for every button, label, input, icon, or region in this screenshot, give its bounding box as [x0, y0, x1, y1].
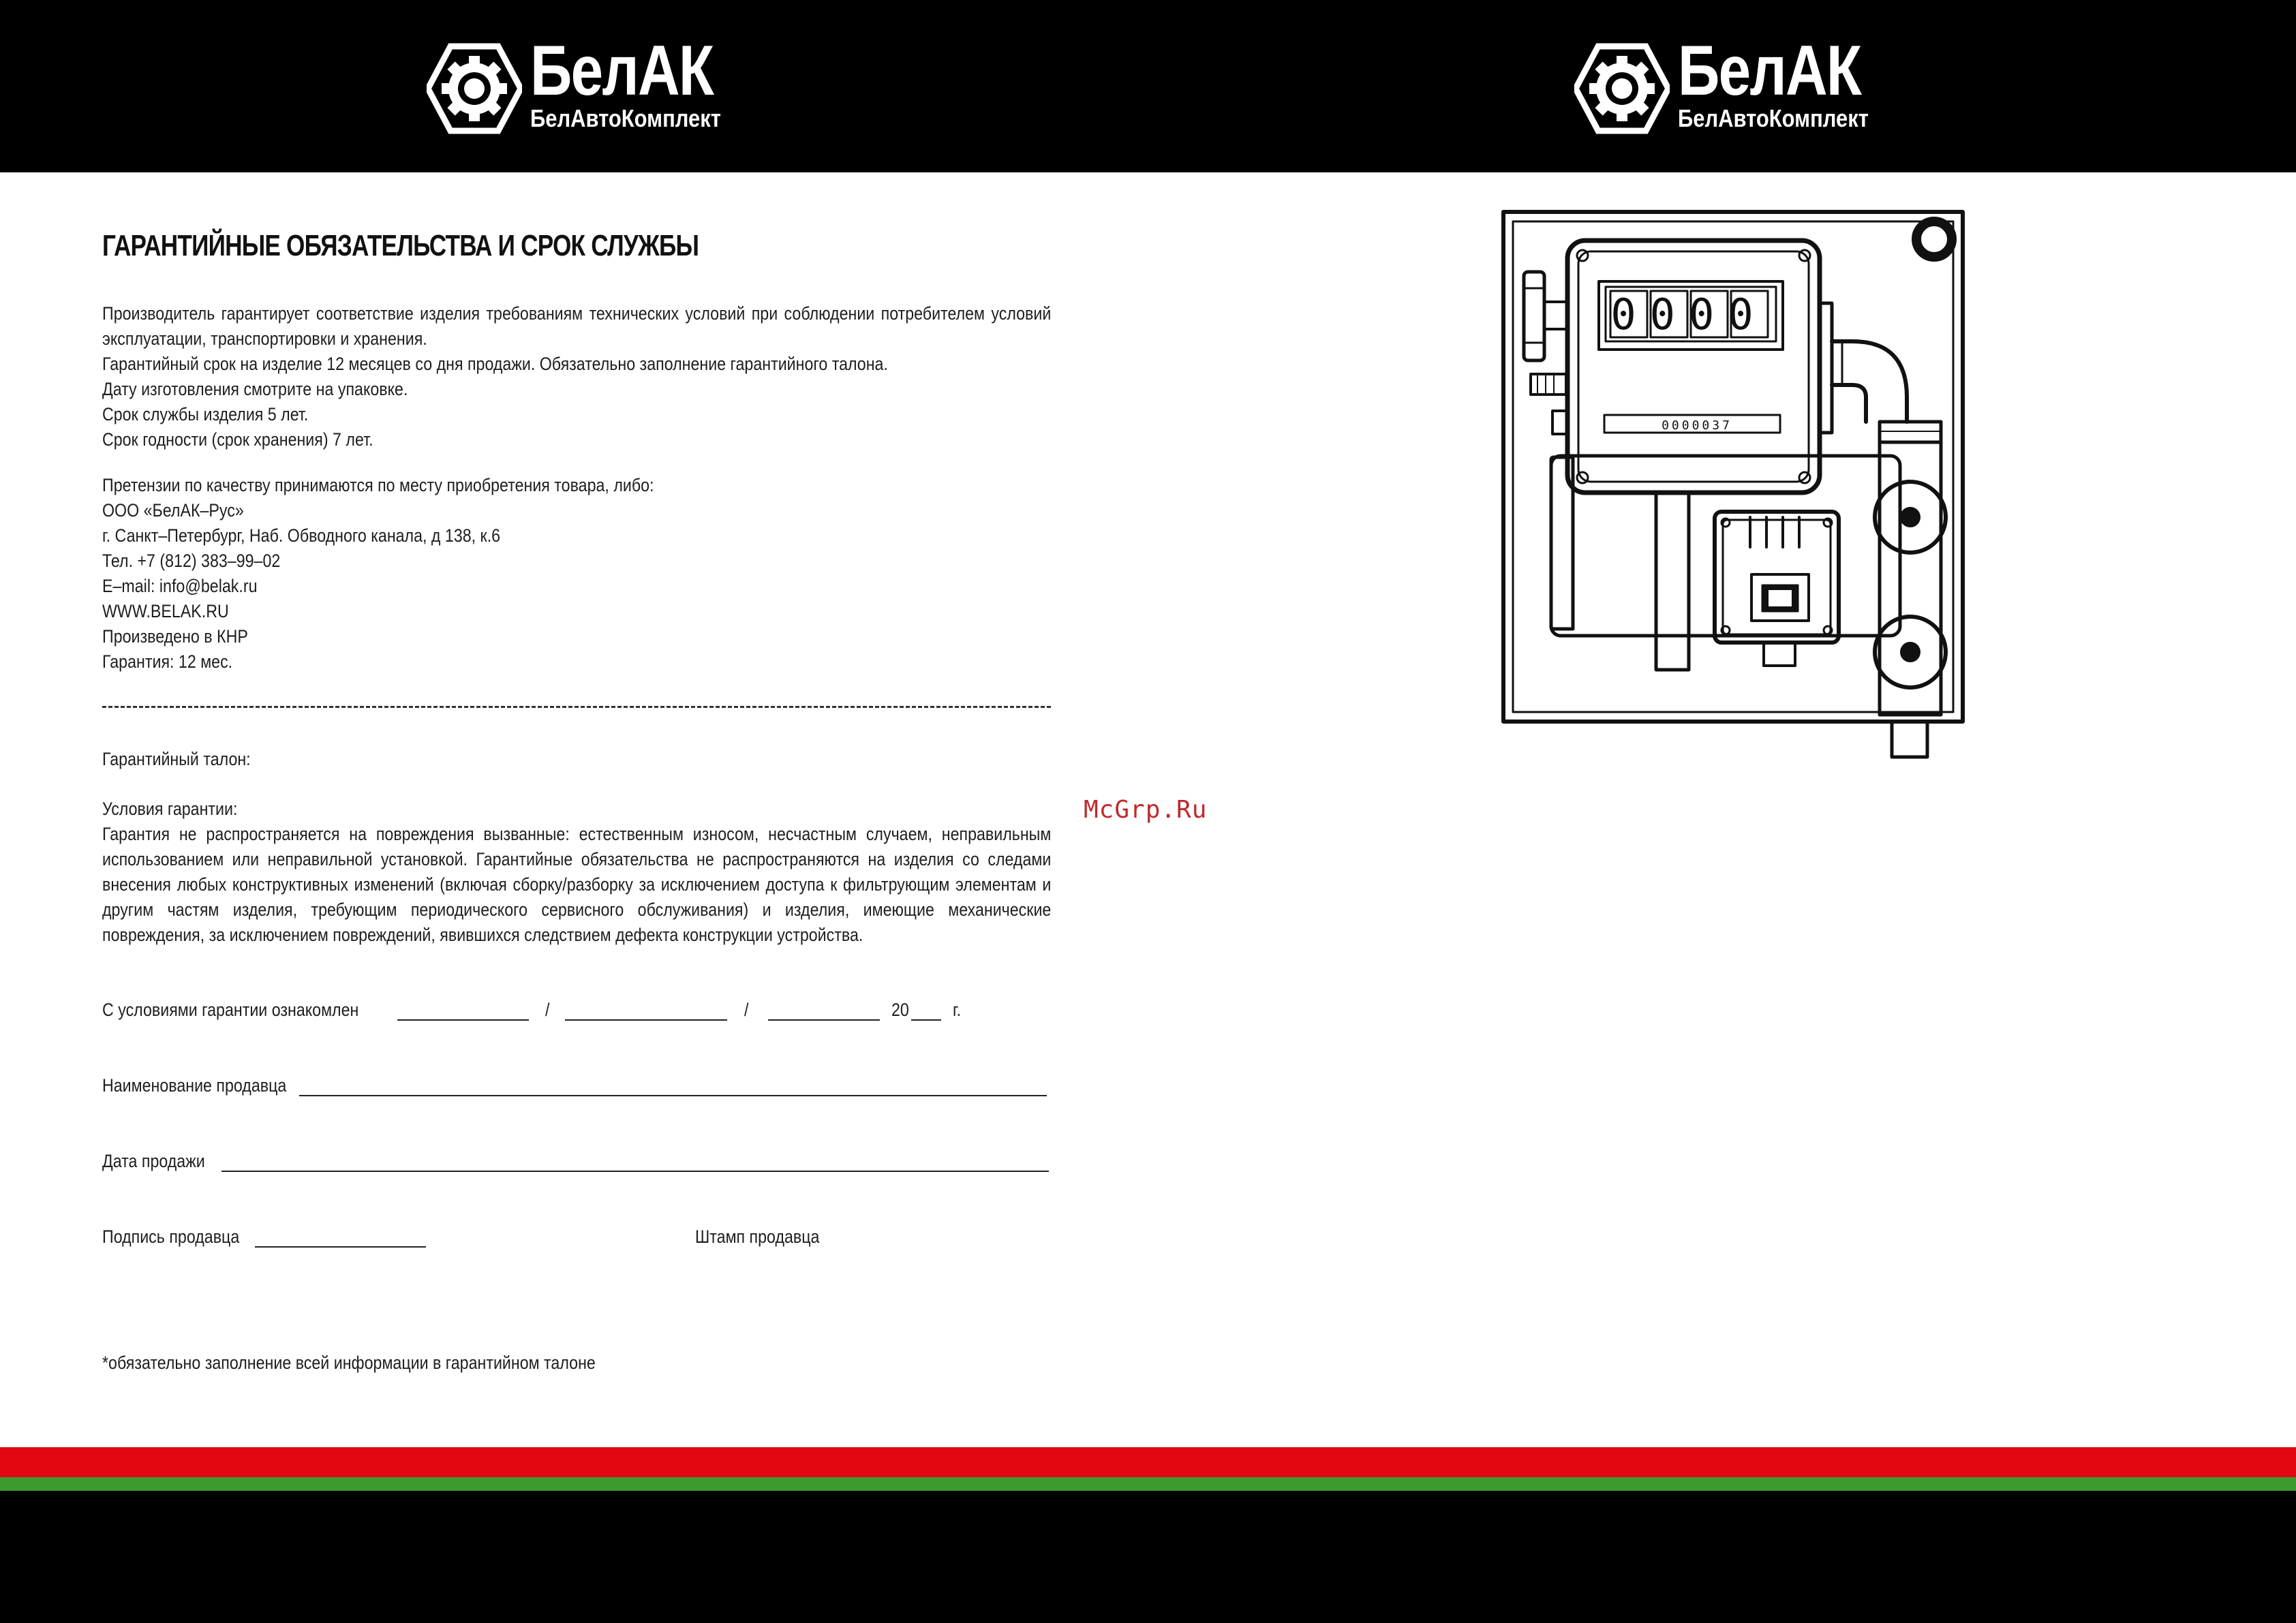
cut-line-divider — [102, 706, 1051, 708]
warranty-info-line: Срок годности (срок хранения) 7 лет. — [102, 429, 373, 450]
seller-signature-field[interactable] — [255, 1246, 426, 1248]
footer-red-stripe — [0, 1447, 2296, 1477]
coupon-section — [102, 747, 1051, 772]
brand-logo-left — [427, 31, 740, 135]
warranty-info-line: Дату изготовления смотрите на упаковке. — [102, 379, 408, 399]
warranty-info-line: Срок службы изделия 5 лет. — [102, 404, 309, 424]
company-phone: Тел. +7 (812) 383–99–02 — [102, 551, 281, 571]
name-field[interactable] — [565, 1019, 727, 1021]
sale-date-label: Дата продажи — [102, 1151, 205, 1171]
brand-subtitle: БелАвтоКомплект — [530, 104, 721, 132]
fuel-pump-illustration — [1498, 206, 1968, 769]
acknowledged-label: С условиями гарантии ознакомлен — [102, 1000, 359, 1020]
year-prefix: 20 — [891, 1000, 909, 1020]
meter-display-readout: 0000 — [1610, 290, 1767, 339]
page-title: ГАРАНТИЙНЫЕ ОБЯЗАТЕЛЬСТВА И СРОК СЛУЖБЫ — [102, 229, 699, 262]
date-field[interactable] — [768, 1019, 880, 1021]
coupon-label: Гарантийный талон: — [102, 749, 251, 769]
brand-name: БелАК — [530, 31, 714, 110]
year-suffix: г. — [953, 1000, 962, 1020]
seller-signature-row — [102, 1226, 262, 1248]
claims-contacts — [102, 473, 1051, 675]
warranty-period: Гарантия: 12 мес. — [102, 651, 233, 672]
footer-band — [0, 1491, 2296, 1623]
brand-name: БелАК — [1678, 31, 1861, 110]
conditions-section — [102, 797, 1051, 948]
brand-logo-right — [1574, 31, 1888, 135]
warranty-info — [102, 301, 1051, 452]
seller-name-row — [102, 1075, 316, 1096]
conditions-text: Гарантия не распространяется на повреждения вызванные: естественным износом, несчастным случаем, неправильным использованием или неправильной установкой. Гарантийные обязательства не распространяются на изделия со следами внесения любых конструктивных изменений (включая сборку/разборку за исключением доступа к фильтрующим элементам и другим частям изделия, требующим периодического сервисного обслуживания) и изделия, имеющие механические повреждения, за исключением повреждений, явившихся следствием дефекта конструкции устройства. — [102, 824, 1052, 945]
seller-name-label: Наименование продавца — [102, 1075, 287, 1096]
gear-logo-icon — [1574, 41, 1670, 136]
footnote: *обязательно заполнение всей информации в гарантийном талоне — [102, 1352, 596, 1373]
warranty-info-line: Производитель гарантирует соответствие изделия требованиям технических условий при соблюдении потребителем условий эксплуатации, транспортировки и хранения. — [102, 303, 1052, 349]
footer-green-stripe — [0, 1477, 2296, 1491]
sale-date-row — [102, 1151, 221, 1172]
slash-separator: / — [545, 1000, 550, 1020]
acknowledged-row — [102, 1000, 401, 1021]
slash-separator: / — [744, 1000, 749, 1020]
hanging-ring-icon — [1916, 221, 1952, 257]
signature-field[interactable] — [397, 1019, 529, 1021]
warranty-info-line: Гарантийный срок на изделие 12 месяцев со дня продажи. Обязательно заполнение гарантийного талона. — [102, 354, 888, 374]
seller-signature-label: Подпись продавца — [102, 1226, 240, 1247]
conditions-label: Условия гарантии: — [102, 799, 238, 819]
brand-subtitle: БелАвтоКомплект — [1678, 104, 1869, 132]
sale-date-field[interactable] — [221, 1171, 1049, 1172]
header-band — [0, 0, 2296, 172]
seller-stamp-area — [695, 1226, 840, 1248]
seller-stamp-label: Штамп продавца — [695, 1226, 820, 1247]
company-website: WWW.BELAK.RU — [102, 601, 229, 621]
company-name: ООО «БелАК–Рус» — [102, 500, 244, 521]
claims-line: Претензии по качеству принимаются по месту приобретения товара, либо: — [102, 475, 654, 495]
year-field[interactable] — [911, 1019, 941, 1021]
company-email: E–mail: info@belak.ru — [102, 576, 258, 596]
watermark: McGrp.Ru — [1084, 796, 1208, 824]
company-address: г. Санкт–Петербург, Наб. Обводного канала, д 138, к.6 — [102, 525, 501, 546]
gear-logo-icon — [427, 41, 522, 136]
country-of-origin: Произведено в КНР — [102, 626, 248, 647]
meter-totalizer-readout: 0000037 — [1662, 418, 1732, 433]
seller-name-field[interactable] — [299, 1095, 1047, 1096]
